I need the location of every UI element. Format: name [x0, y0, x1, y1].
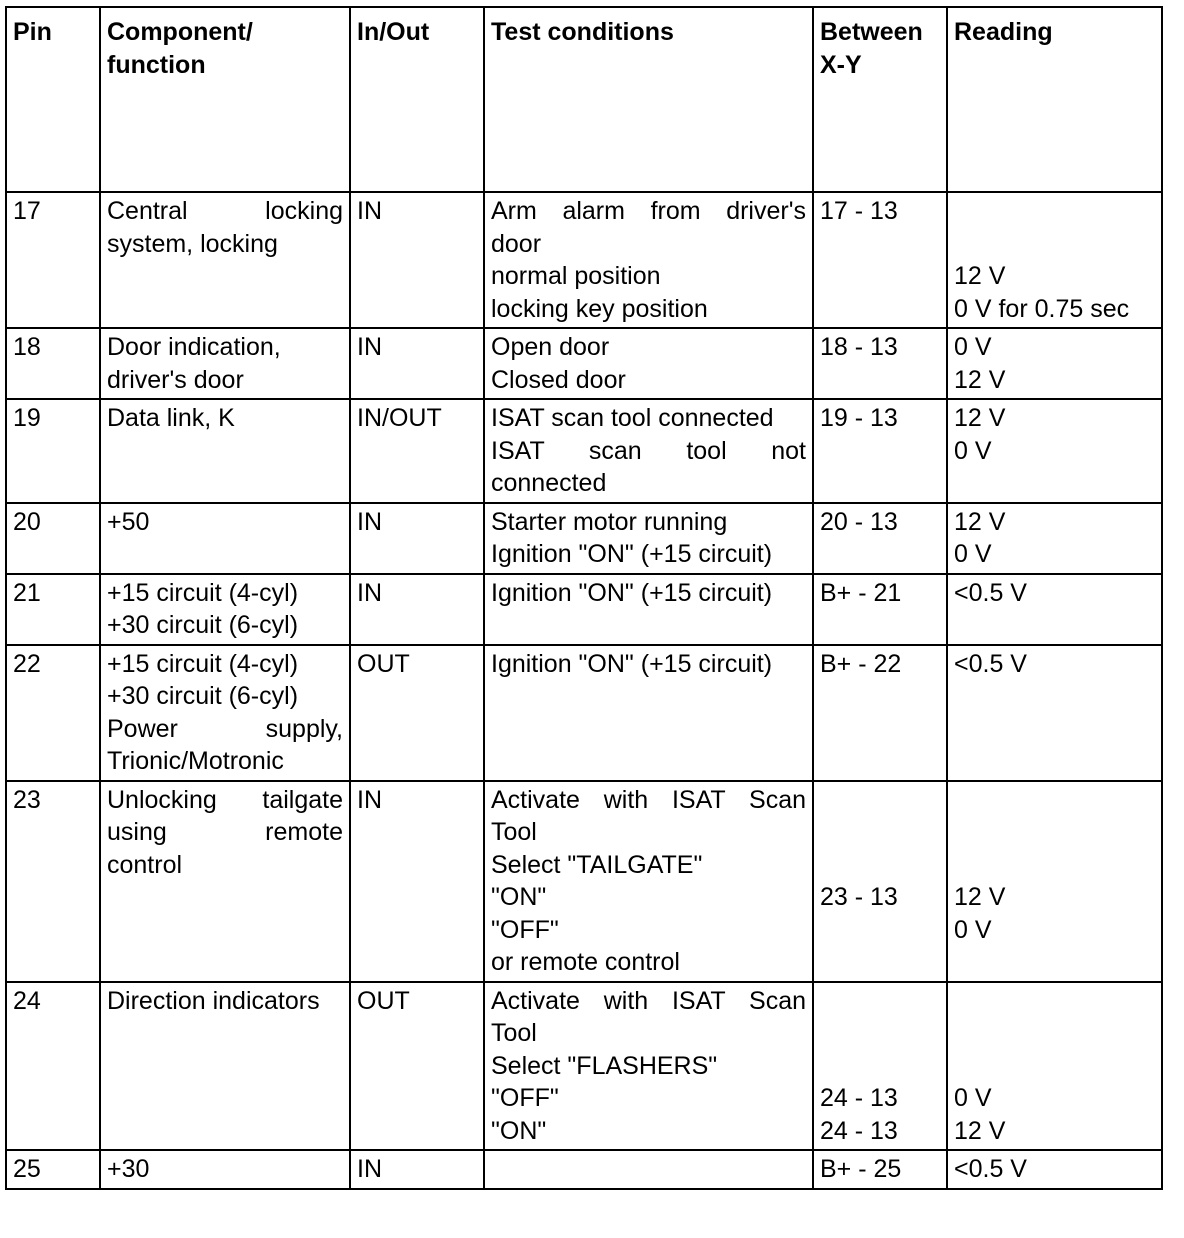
component-cell	[100, 192, 350, 328]
cell-line: driver's door	[107, 365, 244, 394]
header-inout	[350, 7, 484, 192]
table-row	[6, 328, 1162, 399]
pin-cell: 22	[6, 645, 100, 781]
reading-cell	[947, 399, 1162, 503]
pin-cell: 24	[6, 982, 100, 1151]
reading-cell	[947, 328, 1162, 399]
cell-line: 0 V	[954, 333, 992, 361]
component-cell	[100, 645, 350, 781]
cell-line: Ignition "ON" (+15 circuit)	[491, 578, 773, 607]
reading-cell	[947, 982, 1162, 1151]
cell-line: +30 circuit (6-cyl)	[107, 611, 299, 639]
cell-line: 17 - 13	[820, 197, 898, 225]
cell-line: Tool	[491, 818, 537, 846]
cell-line: Trionic/Motronic	[107, 747, 284, 775]
cell-line	[820, 816, 940, 849]
cell-line: Data link, K	[107, 404, 235, 432]
inout-cell: IN	[350, 781, 484, 982]
component-cell	[100, 574, 350, 645]
cell-line	[954, 849, 1155, 882]
cell-line: Pin	[13, 18, 52, 46]
cell-line	[820, 985, 940, 1018]
pin-cell: 25	[6, 1150, 100, 1189]
cell-line	[820, 228, 940, 261]
cell-line	[820, 364, 940, 397]
table-row	[6, 574, 1162, 645]
cell-line: Unlocking tailgate	[107, 785, 343, 814]
conditions-cell	[484, 328, 813, 399]
pin-test-table	[5, 6, 1163, 1190]
conditions-cell	[484, 503, 813, 574]
cell-line	[954, 784, 1155, 817]
cell-line: 12 V	[954, 507, 1006, 536]
cell-line: Direction indicators	[107, 986, 320, 1015]
cell-line: 0 V	[954, 915, 992, 944]
inout-cell: IN	[350, 192, 484, 328]
cell-line: Arm alarm from driver's	[491, 197, 806, 225]
cell-line: ISAT scan tool not	[491, 436, 806, 465]
cell-line: B+ - 22	[820, 649, 902, 678]
pin-cell: 23	[6, 781, 100, 982]
cell-line: "OFF"	[491, 915, 559, 944]
cell-line	[820, 260, 940, 293]
cell-line	[954, 1017, 1155, 1050]
cell-line: 24 - 13	[820, 1116, 898, 1145]
cell-line: function	[107, 50, 206, 79]
cell-line: B+ - 21	[820, 578, 902, 607]
cell-line: Power supply,	[107, 714, 343, 743]
cell-line: +30 circuit (6-cyl)	[107, 682, 299, 710]
between-cell	[813, 982, 947, 1151]
between-cell	[813, 645, 947, 781]
between-cell	[813, 328, 947, 399]
cell-line: <0.5 V	[954, 1155, 1027, 1183]
cell-line	[820, 1017, 940, 1050]
cell-line	[820, 293, 940, 326]
inout-cell: IN	[350, 1150, 484, 1189]
cell-line: 19 - 13	[820, 404, 898, 432]
cell-line: 24 - 13	[820, 1084, 898, 1112]
component-cell	[100, 399, 350, 503]
cell-line	[820, 1050, 940, 1083]
conditions-cell	[484, 781, 813, 982]
cell-line: Open door	[491, 333, 610, 361]
cell-line	[954, 946, 1155, 979]
header-test-conditions	[484, 7, 813, 192]
component-cell	[100, 503, 350, 574]
cell-line	[820, 914, 940, 947]
cell-line: Closed door	[491, 365, 626, 394]
cell-line	[954, 985, 1155, 1018]
cell-line: Component/	[107, 18, 253, 46]
cell-line: "ON"	[491, 1116, 547, 1145]
header-reading	[947, 7, 1162, 192]
cell-line: <0.5 V	[954, 649, 1027, 678]
conditions-cell	[484, 192, 813, 328]
header-row	[6, 7, 1162, 192]
cell-line: 18 - 13	[820, 333, 898, 361]
cell-line: Activate with ISAT Scan	[491, 785, 806, 814]
cell-line	[820, 946, 940, 979]
reading-cell	[947, 503, 1162, 574]
cell-line: 0 V	[954, 1084, 992, 1112]
cell-line: Central locking	[107, 197, 343, 225]
inout-cell: OUT	[350, 982, 484, 1151]
cell-line: 12 V	[954, 1116, 1006, 1145]
table-row	[6, 399, 1162, 503]
cell-line: +15 circuit (4-cyl)	[107, 578, 299, 607]
header-pin	[6, 7, 100, 192]
cell-line: locking key position	[491, 294, 708, 323]
cell-line: or remote control	[491, 948, 680, 976]
cell-line: +15 circuit (4-cyl)	[107, 649, 299, 678]
cell-line: 12 V	[954, 262, 1006, 290]
cell-line: Between	[820, 18, 923, 46]
conditions-cell	[484, 1150, 813, 1189]
cell-line: 0 V for 0.75 sec	[954, 294, 1130, 323]
cell-line: using remote	[107, 818, 343, 846]
table-row	[6, 192, 1162, 328]
component-cell	[100, 781, 350, 982]
between-cell	[813, 192, 947, 328]
cell-line: Door indication,	[107, 333, 281, 361]
reading-cell	[947, 1150, 1162, 1189]
between-cell	[813, 503, 947, 574]
pin-cell: 18	[6, 328, 100, 399]
cell-line: Select "FLASHERS"	[491, 1051, 718, 1080]
cell-line: 23 - 13	[820, 883, 898, 911]
conditions-cell	[484, 645, 813, 781]
cell-line: +30	[107, 1155, 150, 1183]
cell-line: Starter motor running	[491, 507, 728, 536]
inout-cell: IN	[350, 574, 484, 645]
table-row	[6, 982, 1162, 1151]
cell-line: 0 V	[954, 540, 992, 568]
cell-line: "OFF"	[491, 1084, 559, 1112]
cell-line: Ignition "ON" (+15 circuit)	[491, 649, 773, 678]
cell-line: Reading	[954, 18, 1053, 46]
reading-cell	[947, 192, 1162, 328]
inout-cell: IN	[350, 328, 484, 399]
table-row	[6, 645, 1162, 781]
inout-cell: IN	[350, 503, 484, 574]
cell-line: ISAT scan tool connected	[491, 404, 774, 432]
cell-line: Activate with ISAT Scan	[491, 986, 806, 1015]
reading-cell	[947, 574, 1162, 645]
cell-line	[820, 784, 940, 817]
cell-line: normal position	[491, 262, 661, 290]
cell-line: door	[491, 229, 542, 258]
inout-cell: IN/OUT	[350, 399, 484, 503]
cell-line: 12 V	[954, 365, 1006, 394]
conditions-cell	[484, 982, 813, 1151]
cell-line	[954, 195, 1155, 228]
cell-line: system, locking	[107, 229, 278, 258]
pin-cell: 17	[6, 192, 100, 328]
cell-line: 12 V	[954, 883, 1006, 911]
component-cell	[100, 328, 350, 399]
table-row	[6, 781, 1162, 982]
pin-cell: 21	[6, 574, 100, 645]
cell-line: B+ - 25	[820, 1155, 902, 1183]
cell-line: "ON"	[491, 883, 547, 911]
reading-cell	[947, 645, 1162, 781]
cell-line	[820, 849, 940, 882]
cell-line: In/Out	[357, 18, 430, 46]
conditions-cell	[484, 399, 813, 503]
pin-cell: 19	[6, 399, 100, 503]
cell-line: Select "TAILGATE"	[491, 850, 703, 879]
component-cell	[100, 1150, 350, 1189]
between-cell	[813, 399, 947, 503]
cell-line: Test conditions	[491, 18, 674, 46]
between-cell	[813, 781, 947, 982]
header-between	[813, 7, 947, 192]
cell-line: 0 V	[954, 436, 992, 465]
cell-line	[954, 816, 1155, 849]
table-row	[6, 503, 1162, 574]
header-component	[100, 7, 350, 192]
reading-cell	[947, 781, 1162, 982]
cell-line: Ignition "ON" (+15 circuit)	[491, 540, 773, 568]
cell-line: <0.5 V	[954, 578, 1027, 607]
cell-line: control	[107, 850, 183, 879]
cell-line	[954, 228, 1155, 261]
between-cell	[813, 574, 947, 645]
between-cell	[813, 1150, 947, 1189]
pin-cell: 20	[6, 503, 100, 574]
cell-line: X-Y	[820, 50, 862, 79]
cell-line: Tool	[491, 1019, 537, 1047]
cell-line: 12 V	[954, 404, 1006, 432]
cell-line	[954, 1050, 1155, 1083]
conditions-cell	[484, 574, 813, 645]
table-row	[6, 1150, 1162, 1189]
inout-cell: OUT	[350, 645, 484, 781]
cell-line: connected	[491, 469, 607, 497]
cell-line: +50	[107, 507, 150, 536]
component-cell	[100, 982, 350, 1151]
cell-line: 20 - 13	[820, 507, 898, 536]
